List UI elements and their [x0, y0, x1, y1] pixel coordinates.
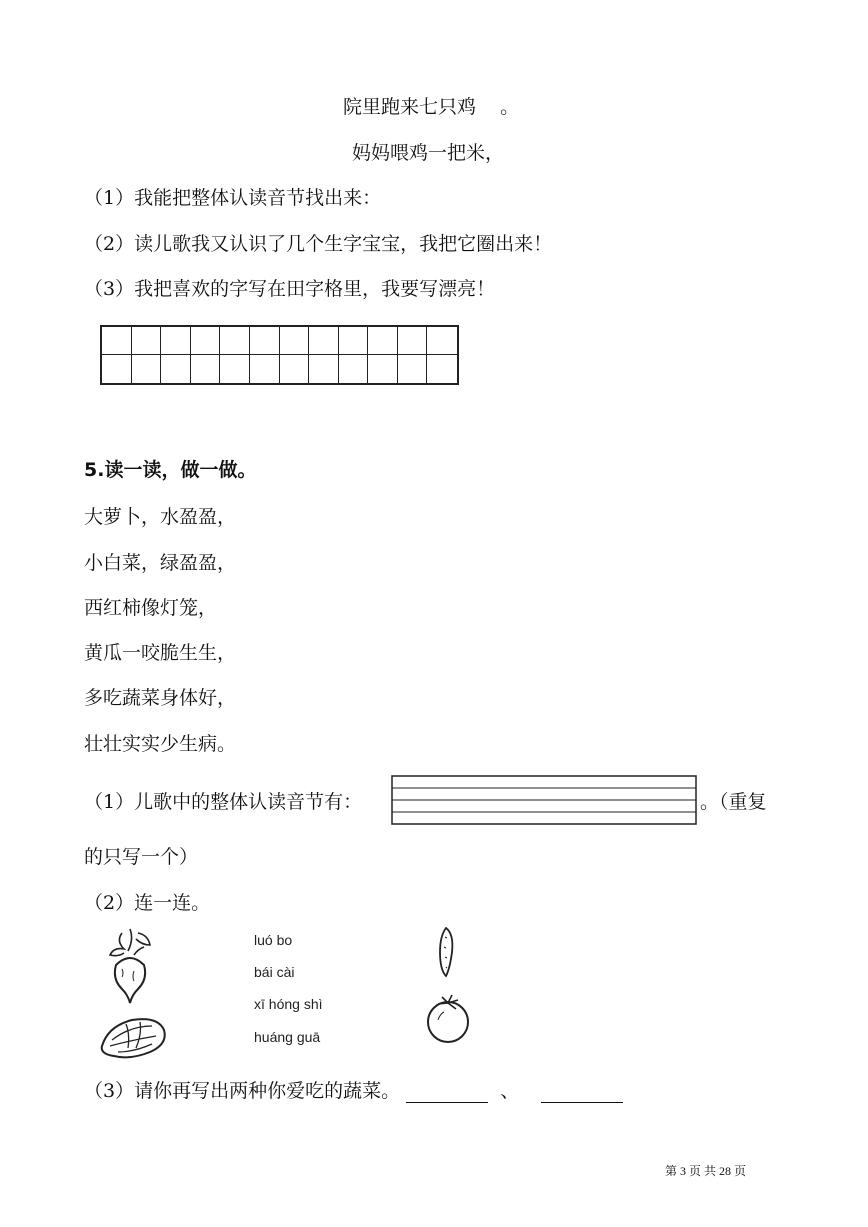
grid-cell[interactable] — [191, 355, 221, 383]
poem-line-1-text: 院里跑来七只鸡 — [343, 96, 477, 118]
q3-row — [84, 1079, 623, 1103]
pinyin-xihongshi[interactable]: xī hóng shì — [254, 996, 323, 1012]
grid-cell[interactable] — [398, 327, 428, 355]
poem5-line-1: 大萝卜，水盈盈， — [84, 506, 237, 528]
writing-grid[interactable] — [100, 325, 459, 385]
cabbage-icon[interactable] — [98, 1010, 168, 1060]
pinyin-baicai[interactable]: bái cài — [254, 964, 295, 980]
grid-cell[interactable] — [368, 327, 398, 355]
pinyin-huanggua[interactable]: huáng guā — [254, 1029, 321, 1045]
q1-label: （1）儿歌中的整体认读音节有： — [84, 791, 363, 813]
answer-blank-2[interactable] — [541, 1084, 623, 1103]
page-footer: 第 3 页 共 28 页 — [665, 1164, 747, 1178]
grid-cell[interactable] — [220, 327, 250, 355]
grid-cell[interactable] — [280, 355, 310, 383]
task-3: （3）我把喜欢的字写在田字格里，我要写漂亮！ — [84, 278, 496, 300]
section-5-title: 5.读一读，做一做。 — [84, 459, 257, 481]
grid-cell[interactable] — [132, 327, 162, 355]
poem-line-2: 妈妈喂鸡一把米， — [352, 142, 505, 164]
pinyin-luobo[interactable]: luó bo — [254, 932, 293, 948]
grid-cell[interactable] — [102, 355, 132, 383]
task-2: （2）读儿歌我又认识了几个生字宝宝，我把它圈出来！ — [84, 233, 553, 255]
tomato-icon[interactable] — [424, 990, 474, 1045]
poem5-line-2: 小白菜，绿盈盈， — [84, 552, 237, 574]
grid-cell[interactable] — [161, 327, 191, 355]
grid-cell[interactable] — [250, 355, 280, 383]
grid-cell[interactable] — [161, 355, 191, 383]
q1-continued: 的只写一个） — [84, 846, 199, 868]
poem-line-1 — [343, 95, 519, 119]
q1-suffix: 。（重复 — [700, 791, 767, 813]
poem5-line-5: 多吃蔬菜身体好， — [84, 687, 237, 709]
grid-cell[interactable] — [427, 355, 457, 383]
grid-cell[interactable] — [102, 327, 132, 355]
grid-cell[interactable] — [339, 355, 369, 383]
grid-cell[interactable] — [368, 355, 398, 383]
poem-line-1-end: 。 — [500, 96, 520, 118]
answer-blank-1[interactable] — [406, 1084, 488, 1103]
grid-cell[interactable] — [250, 327, 280, 355]
q3-separator: 、 — [500, 1080, 520, 1102]
grid-cell[interactable] — [280, 327, 310, 355]
grid-cell[interactable] — [191, 327, 221, 355]
four-line-writing-box[interactable] — [391, 775, 697, 825]
grid-cell[interactable] — [398, 355, 428, 383]
task-1: （1）我能把整体认读音节找出来： — [84, 187, 382, 209]
poem5-line-6: 壮壮实实少生病。 — [84, 733, 237, 755]
grid-cell[interactable] — [132, 355, 162, 383]
grid-cell[interactable] — [309, 355, 339, 383]
poem5-line-4: 黄瓜一咬脆生生， — [84, 642, 237, 664]
q2-label: （2）连一连。 — [84, 892, 211, 914]
poem5-line-3: 西红柿像灯笼， — [84, 597, 218, 619]
grid-cell[interactable] — [220, 355, 250, 383]
grid-cell[interactable] — [339, 327, 369, 355]
cucumber-icon[interactable] — [436, 925, 458, 980]
q3-label: （3）请你再写出两种你爱吃的蔬菜。 — [84, 1080, 401, 1102]
grid-cell[interactable] — [427, 327, 457, 355]
grid-cell[interactable] — [309, 327, 339, 355]
radish-icon[interactable] — [100, 925, 160, 1005]
